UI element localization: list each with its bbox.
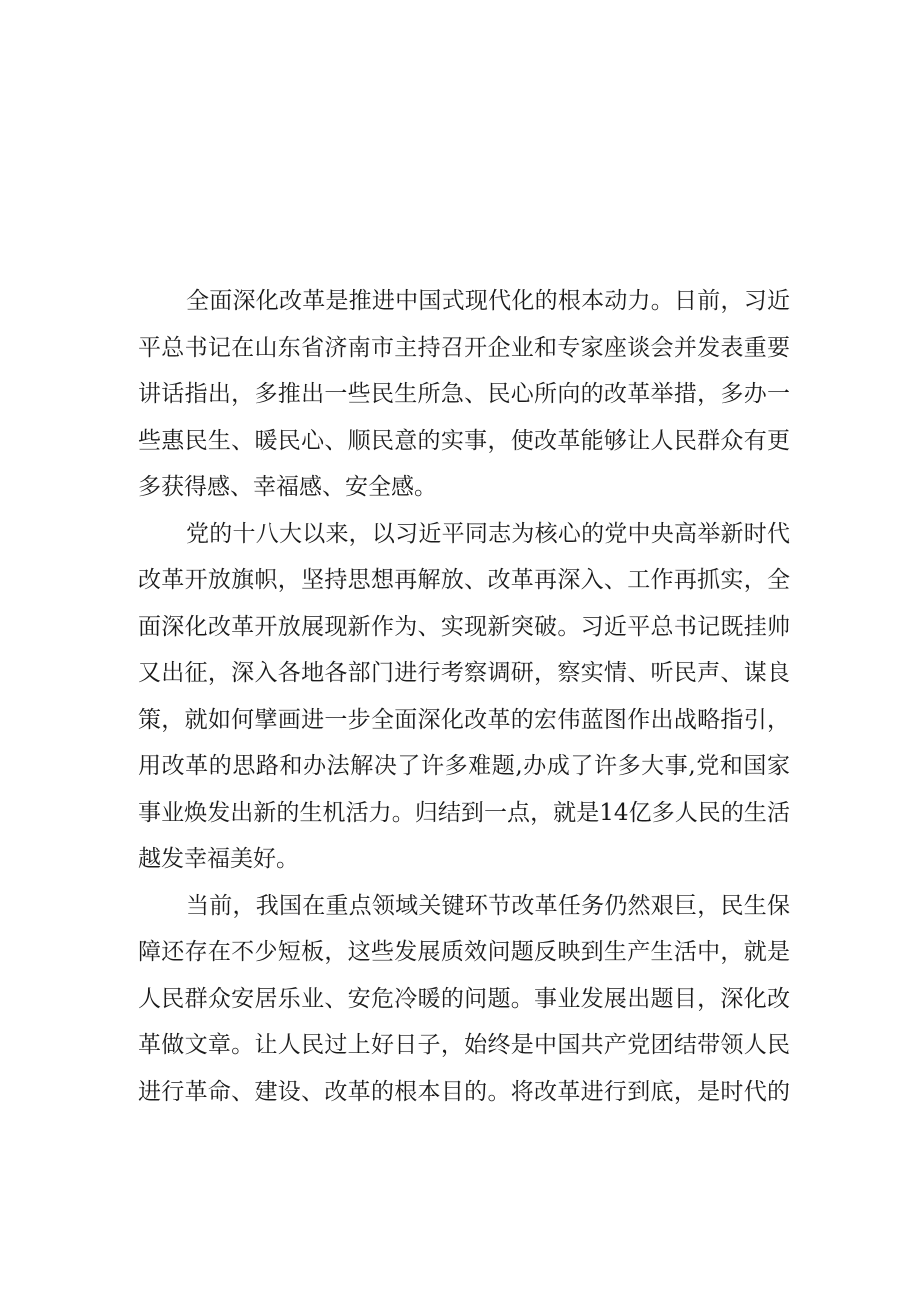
text-line: 改革开放旗帜，坚持思想再解放、改革再深入、工作再抓实，全: [138, 567, 790, 593]
text-line: 用改革的思路和办法解决了许多难题,办成了许多大事,党和国家: [138, 753, 790, 779]
text-line: 当前，我国在重点领域关键环节改革任务仍然艰巨，民生保: [186, 892, 790, 919]
text-line: 又出征，深入各地各部门进行考察调研，察实情、听民声、谋良: [138, 660, 790, 686]
text-line: 革做文章。让人民过上好日子，始终是中国共产党团结带领人民: [138, 1032, 790, 1058]
text-line: 全面深化改革是推进中国式现代化的根本动力。日前，习近: [186, 288, 790, 314]
text-line: 人民群众安居乐业、安危冷暖的问题。事业发展出题目，深化改: [138, 985, 790, 1012]
text-line: 多获得感、幸福感、安全感。: [138, 474, 437, 500]
paragraph-2: [138, 511, 790, 883]
article-body: [138, 278, 790, 1115]
text-line: 面深化改革开放展现新作为、实现新突破。习近平总书记既挂帅: [138, 613, 790, 640]
text-line: 障还存在不少短板，这些发展质效问题反映到生产生活中，就是: [138, 939, 790, 965]
text-line: 越发幸福美好。: [138, 846, 299, 872]
text-line: 策，就如何擘画进一步全面深化改革的宏伟蓝图作出战略指引，: [138, 706, 790, 733]
paragraph-1: [138, 278, 790, 511]
paragraph-3: [138, 883, 790, 1116]
text-line: 事业焕发出新的生机活力。归结到一点，就是14亿多人民的生活: [138, 799, 790, 826]
text-line: 些惠民生、暖民心、顺民意的实事，使改革能够让人民群众有更: [138, 427, 790, 454]
text-line: 讲话指出，多推出一些民生所急、民心所向的改革举措，多办一: [138, 381, 790, 407]
text-line: 进行革命、建设、改革的根本目的。将改革进行到底，是时代的: [138, 1078, 790, 1105]
text-line: 党的十八大以来，以习近平同志为核心的党中央高举新时代: [186, 520, 790, 547]
text-line: 平总书记在山东省济南市主持召开企业和专家座谈会并发表重要: [138, 334, 790, 361]
